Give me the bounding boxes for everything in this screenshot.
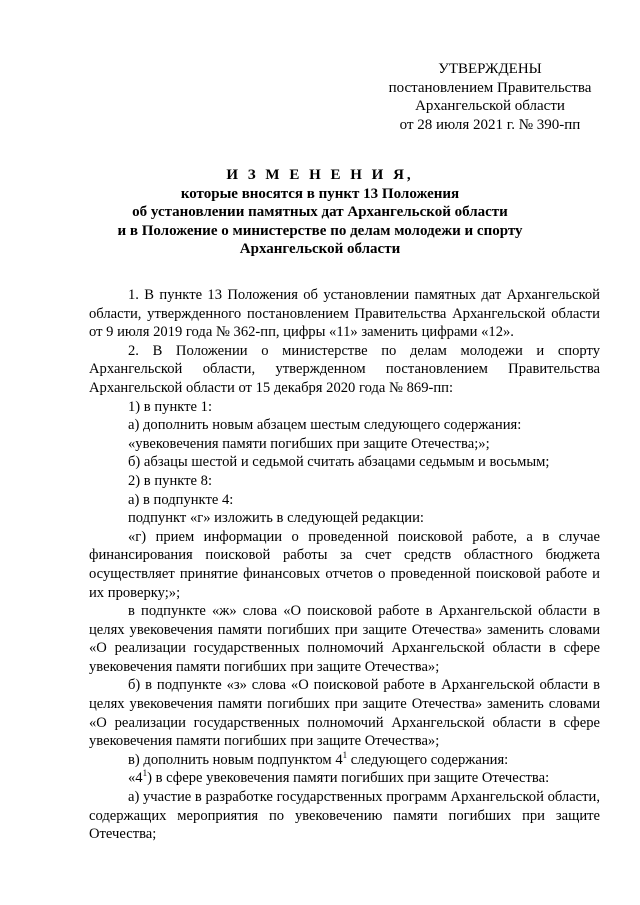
paragraph: а) дополнить новым абзацем шестым следующего содержания: [128, 417, 522, 434]
paragraph [89, 751, 600, 770]
title-line: об установлении памятных дат Архангельской области [132, 204, 508, 220]
paragraph: б) в подпункте «з» слова «О поисковой работе в Архангельской области в целях увековечения памяти погибших при защите Отечества» заменить словами «О реализации государственных полномочий Архангельской области в сфере увековечения памяти погибших при защите Отечества»; [89, 677, 600, 750]
paragraph-text: ) в сфере увековечения памяти погибших при защите Отечества: [147, 770, 550, 787]
paragraph-text: следующего содержания: [347, 751, 509, 768]
title-line: которые вносятся в пункт 13 Положения [180, 185, 460, 202]
superscript: 1 [342, 749, 348, 760]
paragraph: в подпункте «ж» слова «О поисковой работе в Архангельской области в целях увековечения памяти погибших при защите Отечества» заменить словами «О реализации государственных полномочий Архангельской области в сфере увековечения памяти погибших при защите Отечества»; [89, 603, 600, 675]
superscript: 1 [142, 768, 148, 779]
title-line: Архангельской области [239, 241, 401, 257]
paragraph: 1. В пункте 13 Положения об установлении памятных дат Архангельской области, утвержденного постановлением Правительства Архангельской области от 9 июля 2019 года № 362-пп, цифры «11» заменить цифрами «12». [89, 287, 600, 341]
approval-heading: УТВЕРЖДЕНЫ [438, 61, 542, 77]
paragraph: 1) в пункте 1: [128, 398, 213, 415]
approval-line: постановлением Правительства [388, 79, 592, 96]
paragraph: 2. В Положении о министерстве по делам молодежи и спорту Архангельской области, утвержденном постановлением Правительства Архангельской области от 15 декабря 2020 года № 869-пп: [89, 342, 600, 396]
paragraph-text: «4 [128, 770, 143, 787]
document-title [60, 166, 580, 259]
paragraph: «увековечения памяти погибших при защите Отечества;»; [128, 435, 490, 452]
document-body [89, 286, 600, 844]
paragraph: б) абзацы шестой и седьмой считать абзацами седьмым и восьмым; [128, 454, 550, 471]
paragraph: а) в подпункте 4: [128, 491, 234, 508]
paragraph-text: в) дополнить новым подпунктом 4 [128, 751, 343, 768]
paragraph: а) участие в разработке государственных программ Архангельской области, содержащих мероприятия по увековечению памяти погибших при защите Отечества; [89, 789, 600, 843]
approval-line: Архангельской области [415, 98, 565, 114]
approval-block [370, 60, 610, 134]
title-heading: И З М Е Н Е Н И Я, [226, 167, 414, 183]
approval-line: от 28 июля 2021 г. № 390-пп [399, 116, 581, 133]
title-line: и в Положение о министерстве по делам молодежи и спорту [117, 222, 523, 239]
paragraph [89, 769, 600, 788]
paragraph: подпункт «г» изложить в следующей редакции: [128, 510, 424, 527]
paragraph: 2) в пункте 8: [128, 472, 213, 489]
paragraph: «г) прием информации о проведенной поисковой работе, а в случае финансирования поисковой работы за счет средств областного бюджета осуществляет принятие финансовых отчетов о проведенной поисковой работе и их проверку;»; [89, 528, 600, 601]
